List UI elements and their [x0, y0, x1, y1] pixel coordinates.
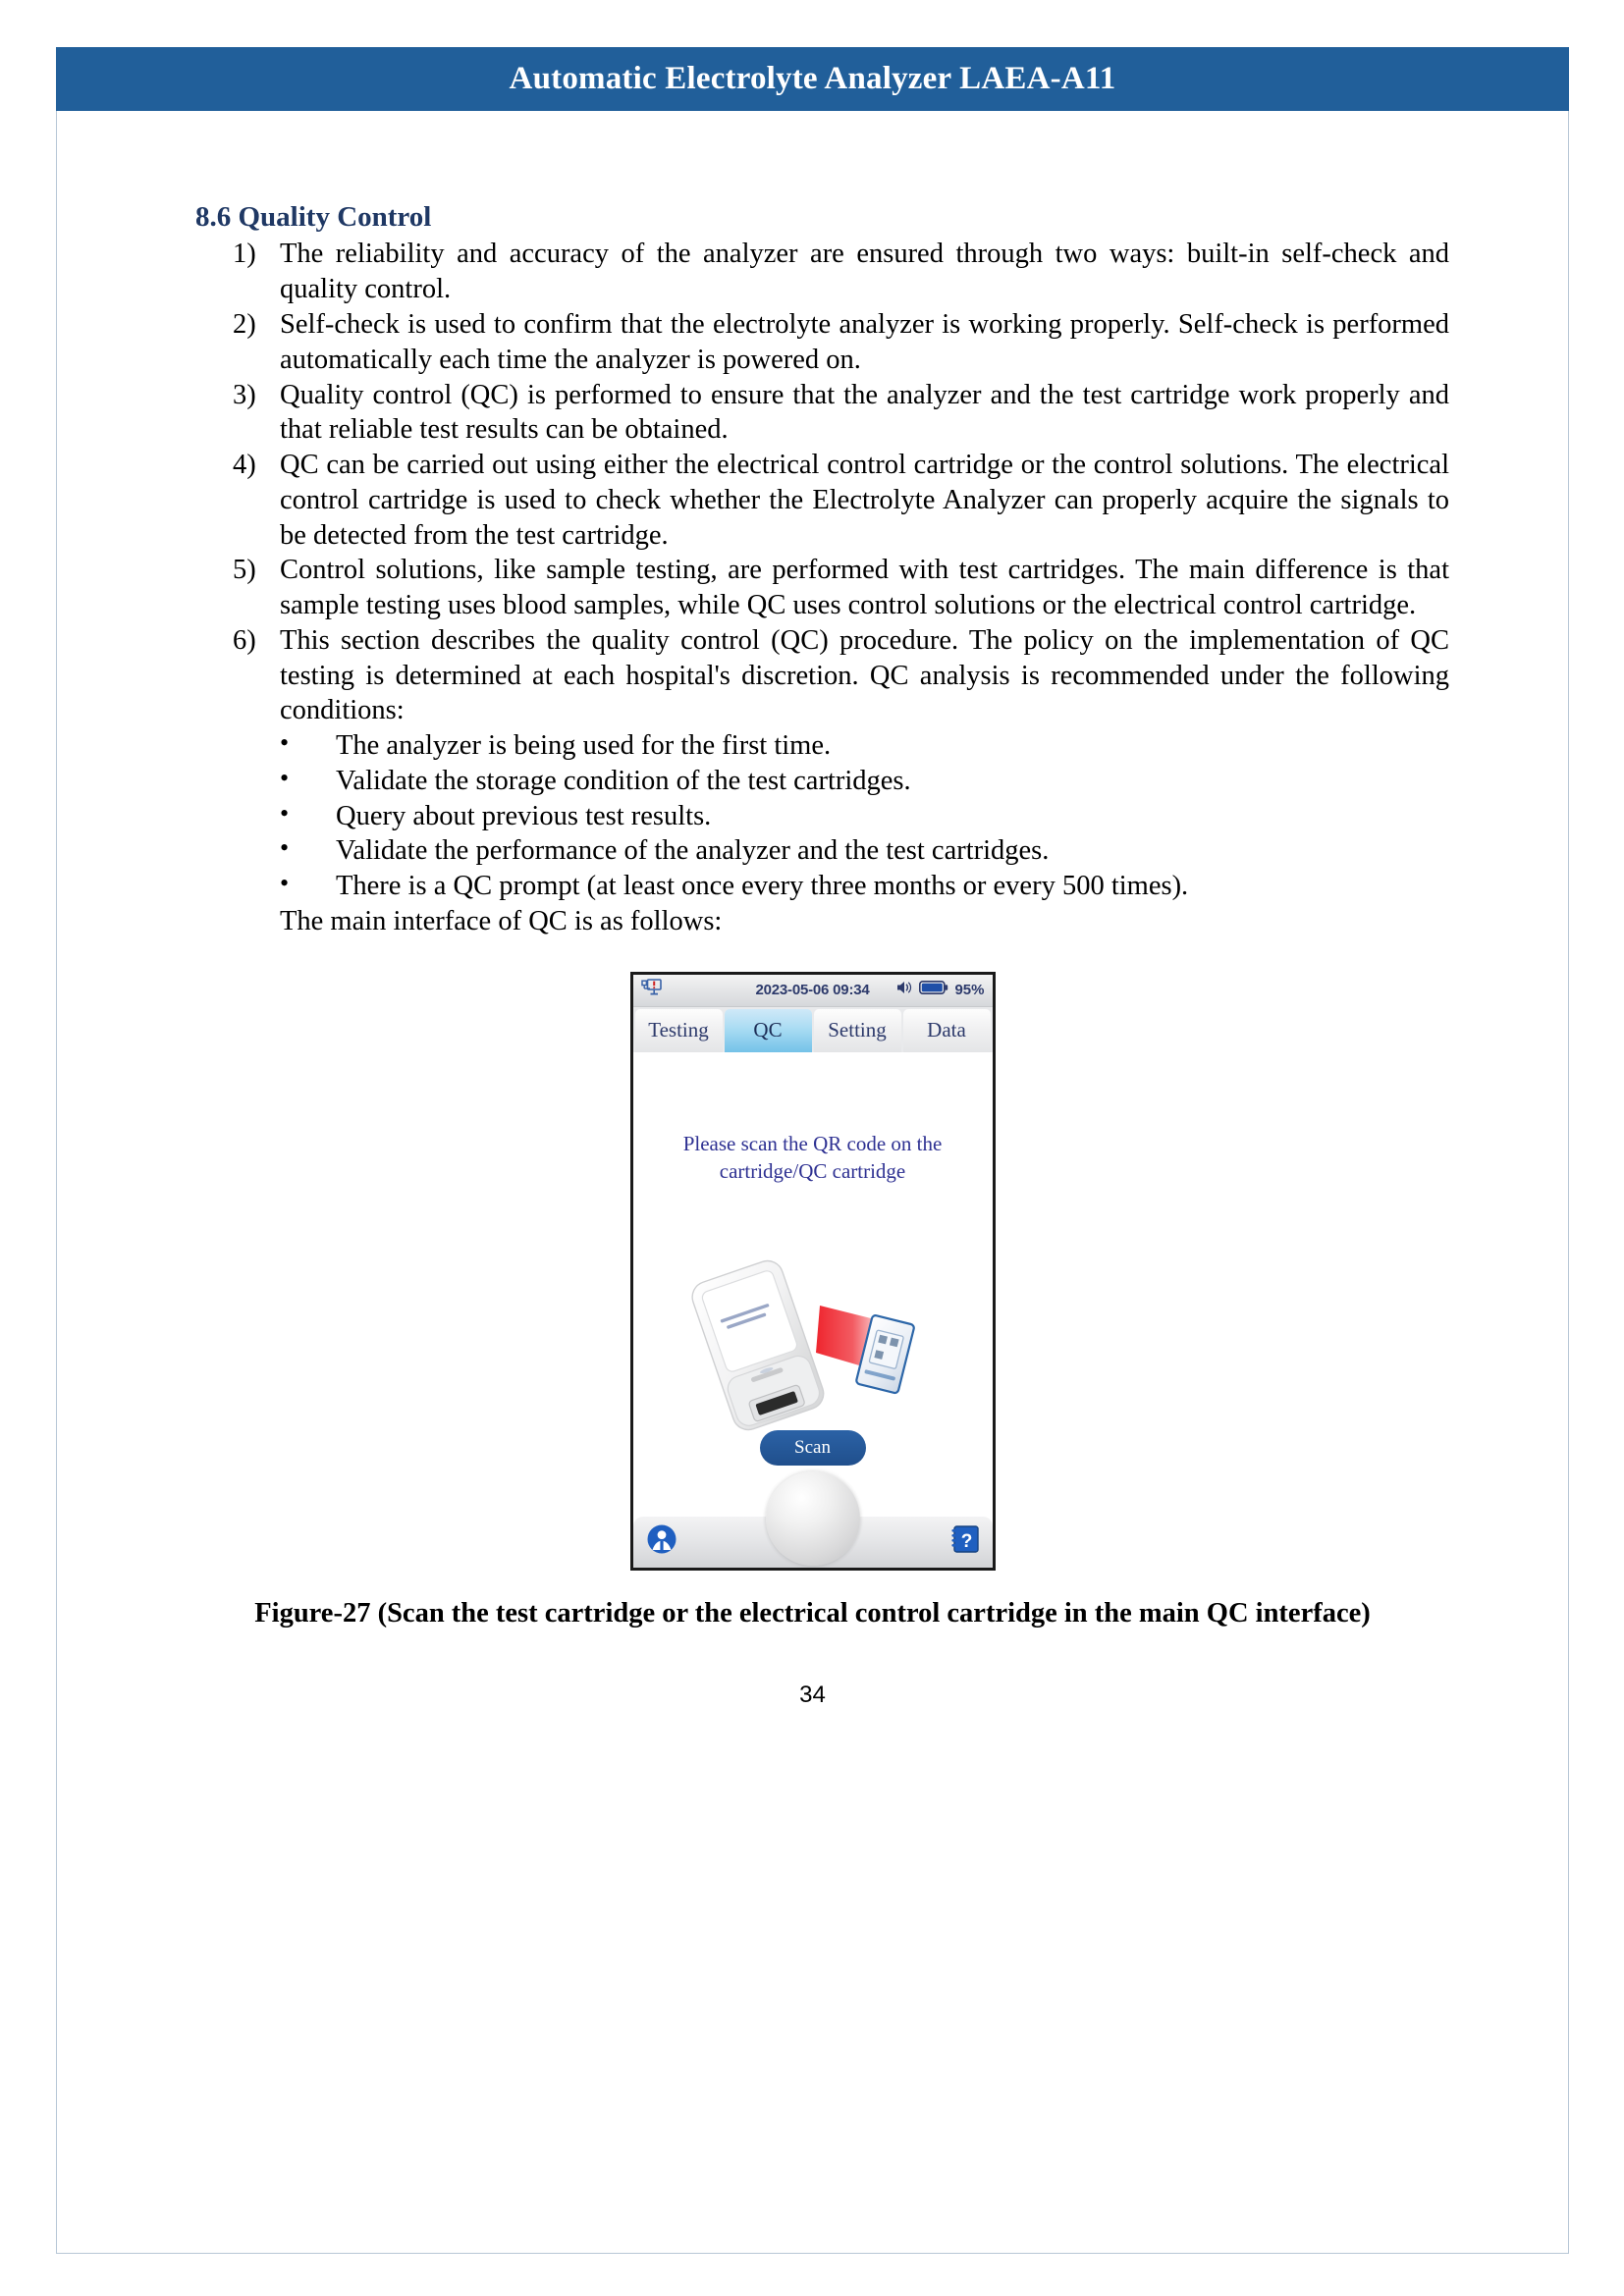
list-item	[280, 728, 1449, 764]
document-header-bar	[56, 47, 1569, 111]
status-right-group	[895, 980, 984, 1000]
list-item-text: QC can be carried out using either the electrical control cartridge or the control solutions. The electrical control cartridge is used to check whether the Electrolyte Analyzer can properly acquire the signals to be detected from the test cartridge.	[280, 450, 1449, 551]
tab-testing[interactable]: Testing	[635, 1009, 723, 1052]
figure-caption: Figure-27 (Scan the test cartridge or the electrical control cartridge in the main QC interface)	[254, 1597, 1371, 1629]
bullet-glyph: •	[280, 763, 290, 792]
bullet-glyph: •	[280, 798, 290, 828]
device-screen	[630, 972, 996, 1571]
scanning-illustration	[633, 1239, 993, 1455]
device-status-bar	[633, 975, 993, 1007]
device-tab-bar	[633, 1007, 993, 1052]
list-item-text: This section describes the quality control (QC) procedure. The policy on the implementation of QC testing is determined at each hospital's discretion. QC analysis is recommended under the following conditions:	[280, 624, 1449, 726]
list-marker: 1)	[233, 239, 256, 270]
list-item	[233, 448, 1449, 553]
list-item-text: There is a QC prompt (at least once every three months or every 500 times).	[336, 871, 1189, 902]
tab-setting[interactable]: Setting	[814, 1009, 901, 1052]
list-item-text: Query about previous test results.	[336, 800, 712, 831]
list-item	[280, 764, 1449, 799]
status-datetime: 2023-05-06 09:34	[755, 982, 870, 999]
handheld-analyzer-scanning-cartridge-icon	[690, 1249, 936, 1445]
user-profile-icon[interactable]	[645, 1522, 678, 1561]
battery-icon	[919, 980, 948, 1000]
help-manual-icon[interactable]	[949, 1523, 981, 1560]
list-item-text: Validate the performance of the analyzer and the test cartridges.	[336, 835, 1050, 867]
list-item	[233, 553, 1449, 623]
list-item	[233, 378, 1449, 449]
tail-text: The main interface of QC is as follows:	[280, 906, 723, 937]
bullet-glyph: •	[280, 728, 290, 758]
page-number: 34	[799, 1682, 826, 1709]
device-bottom-bar	[633, 1517, 993, 1568]
document-title: Automatic Electrolyte Analyzer LAEA-A11	[509, 61, 1116, 96]
list-marker: 6)	[233, 624, 256, 656]
home-button[interactable]	[766, 1471, 860, 1566]
scan-button-container	[633, 1430, 993, 1466]
list-marker: 5)	[233, 555, 256, 586]
list-marker: 4)	[233, 450, 256, 481]
list-item	[280, 799, 1449, 834]
list-item	[233, 307, 1449, 378]
scan-button[interactable]: Scan	[760, 1430, 866, 1466]
list-item-text: Self-check is used to confirm that the electrolyte analyzer is working properly. Self-check is performed automatically each time the analyzer is powered on.	[280, 309, 1449, 375]
bullet-list	[56, 728, 1569, 904]
numbered-list	[56, 237, 1569, 728]
page-content	[56, 111, 1569, 1709]
list-item	[280, 833, 1449, 869]
speaker-icon	[895, 980, 913, 1000]
bullet-glyph: •	[280, 869, 290, 898]
list-item-text: Control solutions, like sample testing, are performed with test cartridges. The main difference is that sample testing uses blood samples, while QC uses control solutions or the electrical control cartridge.	[280, 555, 1449, 621]
tab-qc[interactable]: QC	[725, 1009, 812, 1052]
list-item-text: Quality control (QC) is performed to ensure that the analyzer and the test cartridge work properly and that reliable test results can be obtained.	[280, 379, 1449, 446]
list-marker: 3)	[233, 379, 256, 410]
section-heading: 8.6 Quality Control	[195, 201, 432, 233]
list-item-text: Validate the storage condition of the test cartridges.	[336, 765, 911, 796]
list-item	[233, 623, 1449, 728]
bullet-glyph: •	[280, 833, 290, 863]
list-item	[233, 237, 1449, 307]
list-item-text: The analyzer is being used for the first time.	[336, 730, 832, 762]
tab-data[interactable]: Data	[903, 1009, 991, 1052]
device-body	[633, 1052, 993, 1517]
scan-prompt-line-1: Please scan the QR code on the	[682, 1131, 943, 1155]
list-item-text: The reliability and accuracy of the analyzer are ensured through two ways: built-in self-check and quality control.	[280, 239, 1449, 305]
scan-prompt-line-2: cartridge/QC cartridge	[719, 1158, 906, 1183]
svg-text:?: ?	[960, 1531, 972, 1553]
battery-percentage: 95%	[954, 982, 985, 999]
list-item	[280, 869, 1449, 904]
list-marker: 2)	[233, 309, 256, 340]
figure-27	[56, 972, 1569, 1571]
scan-prompt	[633, 1131, 993, 1185]
